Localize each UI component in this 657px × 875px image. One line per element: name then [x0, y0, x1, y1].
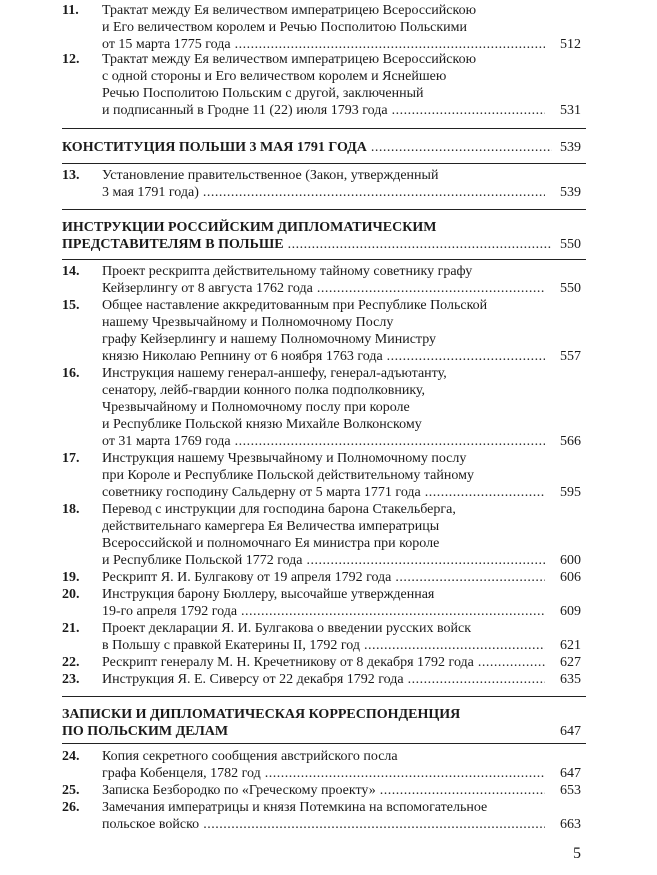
section-divider [62, 163, 586, 164]
entry-page: 627 [560, 655, 581, 670]
section-page: 647 [560, 724, 581, 739]
entry-title: Установление правительственное (Закон, утвержденный 3 мая 1791 года) ..... [102, 167, 545, 201]
page-number: 5 [573, 845, 581, 862]
entry-number: 19. [62, 570, 80, 585]
section-divider [62, 696, 586, 697]
entry-number: 23. [62, 672, 80, 687]
section-page: 539 [560, 140, 581, 155]
entry-number: 22. [62, 655, 80, 670]
entry-number: 13. [62, 168, 80, 183]
entry-title: Инструкция нашему Чрезвычайному и Полномочному послу при Короле и Республике Польской действительному тайному советнику господину Сальдерну от 5 марта 1771 года ..... [102, 450, 545, 501]
entry-number: 17. [62, 451, 80, 466]
entry-number: 14. [62, 264, 80, 279]
entry-page: 512 [560, 37, 581, 52]
entry-title: Перевод с инструкции для господина барона Стакельберга, действительнаго камергера Ея Величества императрицы Всероссийской и полномочнаго Ея министра при короле и Республике Польской 1772 года ..... [102, 501, 545, 569]
entry-page: 606 [560, 570, 581, 585]
entry-page: 595 [560, 485, 581, 500]
entry-title: Замечания императрицы и князя Потемкина на вспомогательное польское войско ..... [102, 799, 545, 833]
entry-number: 20. [62, 587, 80, 602]
section-page: 550 [560, 237, 581, 252]
section-divider [62, 259, 586, 260]
section-heading: КОНСТИТУЦИЯ ПОЛЬШИ 3 МАЯ 1791 ГОДА ..... [62, 139, 552, 156]
entry-title: Инструкция барону Бюллеру, высочайше утвержденная 19-го апреля 1792 года ..... [102, 586, 545, 620]
entry-title: Трактат между Ея величеством императрицею Всероссийскою и Его величеством королем и Речью Посполитою Польскими от 15 марта 1775 года ..... [102, 2, 545, 53]
section-divider [62, 128, 586, 129]
entry-title: Копия секретного сообщения австрийского посла графа Кобенцеля, 1782 год ..... [102, 748, 545, 782]
entry-title: Проект рескрипта действительному тайному советнику графу Кейзерлингу от 8 августа 1762 года ..... [102, 263, 545, 297]
entry-number: 26. [62, 800, 80, 815]
entry-title: Трактат между Ея величеством императрицею Всероссийскою с одной стороны и Его величеством королем и Яснейшею Речью Посполитою Польским с другой, заключенный и подписанный в Гродне 11 (22) июля 1793 года ..... [102, 51, 545, 119]
entry-page: 539 [560, 185, 581, 200]
entry-number: 25. [62, 783, 80, 798]
entry-title: Проект декларации Я. И. Булгакова о введении русских войск в Польшу с правкой Екатерины II, 1792 год ..... [102, 620, 545, 654]
entry-page: 566 [560, 434, 581, 449]
entry-number: 24. [62, 749, 80, 764]
entry-title: Инструкция Я. Е. Сиверсу от 22 декабря 1792 года ..... [102, 671, 545, 688]
entry-number: 12. [62, 52, 80, 67]
section-heading: ИНСТРУКЦИИ РОССИЙСКИМ ДИПЛОМАТИЧЕСКИМ ПРЕДСТАВИТЕЛЯМ В ПОЛЬШЕ ..... [62, 219, 552, 253]
entry-page: 600 [560, 553, 581, 568]
section-divider [62, 743, 586, 744]
entry-number: 11. [62, 3, 79, 18]
entry-number: 16. [62, 366, 80, 381]
section-heading: ЗАПИСКИ И ДИПЛОМАТИЧЕСКАЯ КОРРЕСПОНДЕНЦИЯ ПО ПОЛЬСКИМ ДЕЛАМ [62, 707, 461, 739]
entry-page: 647 [560, 766, 581, 781]
entry-page: 621 [560, 638, 581, 653]
entry-number: 15. [62, 298, 80, 313]
entry-title: Рескрипт генералу М. Н. Кречетникову от 8 декабря 1792 года ..... [102, 654, 545, 671]
entry-page: 557 [560, 349, 581, 364]
entry-title: Инструкция нашему генерал-аншефу, генерал-адъютанту, сенатору, лейб-гвардии конного полка подполковнику, Чрезвычайному и Полномочному послу при короле и Республике Польской князю Михайле Волконскому от 31 марта 1769 года ..... [102, 365, 545, 450]
entry-page: 550 [560, 281, 581, 296]
entry-title: Рескрипт Я. И. Булгакову от 19 апреля 1792 года ..... [102, 569, 545, 586]
section-divider [62, 209, 586, 210]
entry-page: 609 [560, 604, 581, 619]
entry-page: 663 [560, 817, 581, 832]
entry-page: 531 [560, 103, 581, 118]
entry-page: 653 [560, 783, 581, 798]
entry-title: Общее наставление аккредитованным при Республике Польской нашему Чрезвычайному и Полномочному Послу графу Кейзерлингу и нашему Полномочному Министру князю Николаю Репнину от 6 ноября 1763 года ..... [102, 297, 545, 365]
entry-number: 21. [62, 621, 80, 636]
entry-page: 635 [560, 672, 581, 687]
entry-title: Записка Безбородко по «Греческому проекту» ..... [102, 782, 545, 799]
entry-number: 18. [62, 502, 80, 517]
